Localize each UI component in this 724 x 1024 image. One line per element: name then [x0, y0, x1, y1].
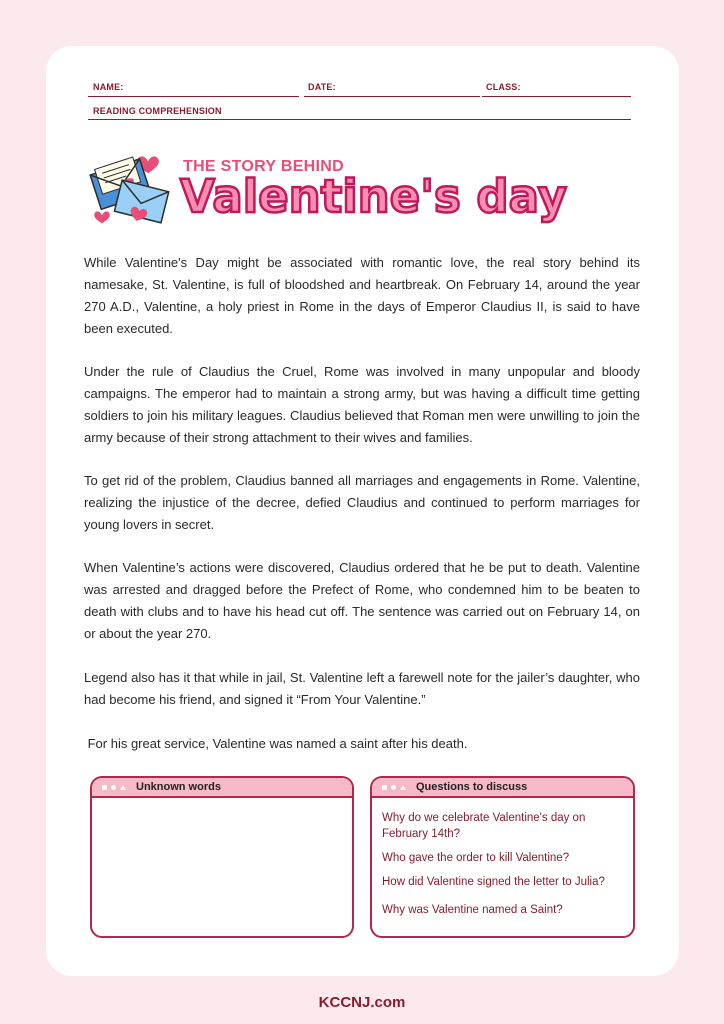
paragraph-6: For his great service, Valentine was named a saint after his death. [84, 736, 468, 751]
date-label: DATE: [308, 82, 336, 92]
questions-title: Questions to discuss [416, 781, 528, 793]
square-icon [382, 785, 387, 790]
paragraph-4: When Valentine’s actions were discovered, Claudius ordered that he be put to death. Valentine was arrested and dragged before the Prefect of Rome, who condemned him to be beaten to death with clubs and to have his head cut off. The sentence was carried out on February 14, on or about the year 270. [84, 560, 640, 641]
paragraph-5: Legend also has it that while in jail, St. Valentine left a farewell note for the jailer’s daughter, who had become his friend, and signed it “From Your Valentine.” [84, 670, 640, 707]
question-item: Why was Valentine named a Saint? [382, 904, 563, 916]
section-label: READING COMPREHENSION [93, 106, 222, 116]
unknown-words-box[interactable] [90, 776, 354, 938]
question-item: How did Valentine signed the letter to Julia? [382, 876, 605, 888]
question-item: Who gave the order to kill Valentine? [382, 852, 570, 864]
paragraph-3: To get rid of the problem, Claudius banned all marriages and engagements in Rome. Valentine, realizing the injustice of the decree, defied Claudius and continued to perform marriages for young lovers in secret. [84, 473, 640, 532]
circle-icon [391, 785, 396, 790]
name-line[interactable] [88, 96, 299, 97]
title-small: THE STORY BEHIND [183, 158, 344, 175]
questions-box [370, 776, 635, 938]
window-dots [382, 785, 406, 790]
page-title: Valentine's day [180, 170, 567, 223]
unknown-words-header [92, 778, 352, 798]
paragraph-1: While Valentine's Day might be associated with romantic love, the real story behind its namesake, St. Valentine, is full of bloodshed and heartbreak. On February 14, around the year 270 A.D., Valentine, a holy priest in Rome in the days of Emperor Claudius II, is said to have been executed. [84, 255, 640, 336]
square-icon [102, 785, 107, 790]
class-line[interactable] [482, 96, 631, 97]
question-item: Why do we celebrate Valentine's day on February 14th? [382, 812, 586, 840]
paragraph-2: Under the rule of Claudius the Cruel, Rome was involved in many unpopular and bloody campaigns. The emperor had to maintain a strong army, but was having a difficult time getting soldiers to join his military leagues. Claudius believed that Roman men were unwilling to join the army because of their strong attachment to their wives and families. [84, 364, 640, 445]
window-dots [102, 785, 126, 790]
section-line [88, 119, 631, 120]
questions-header [372, 778, 633, 798]
footer-website: KCCNJ.com [318, 994, 406, 1011]
triangle-icon [120, 785, 126, 790]
envelope-hearts-icon [88, 148, 180, 230]
class-label: CLASS: [486, 82, 521, 92]
triangle-icon [400, 785, 406, 790]
name-label: NAME: [93, 82, 124, 92]
date-line[interactable] [304, 96, 480, 97]
unknown-words-title: Unknown words [136, 781, 221, 793]
circle-icon [111, 785, 116, 790]
